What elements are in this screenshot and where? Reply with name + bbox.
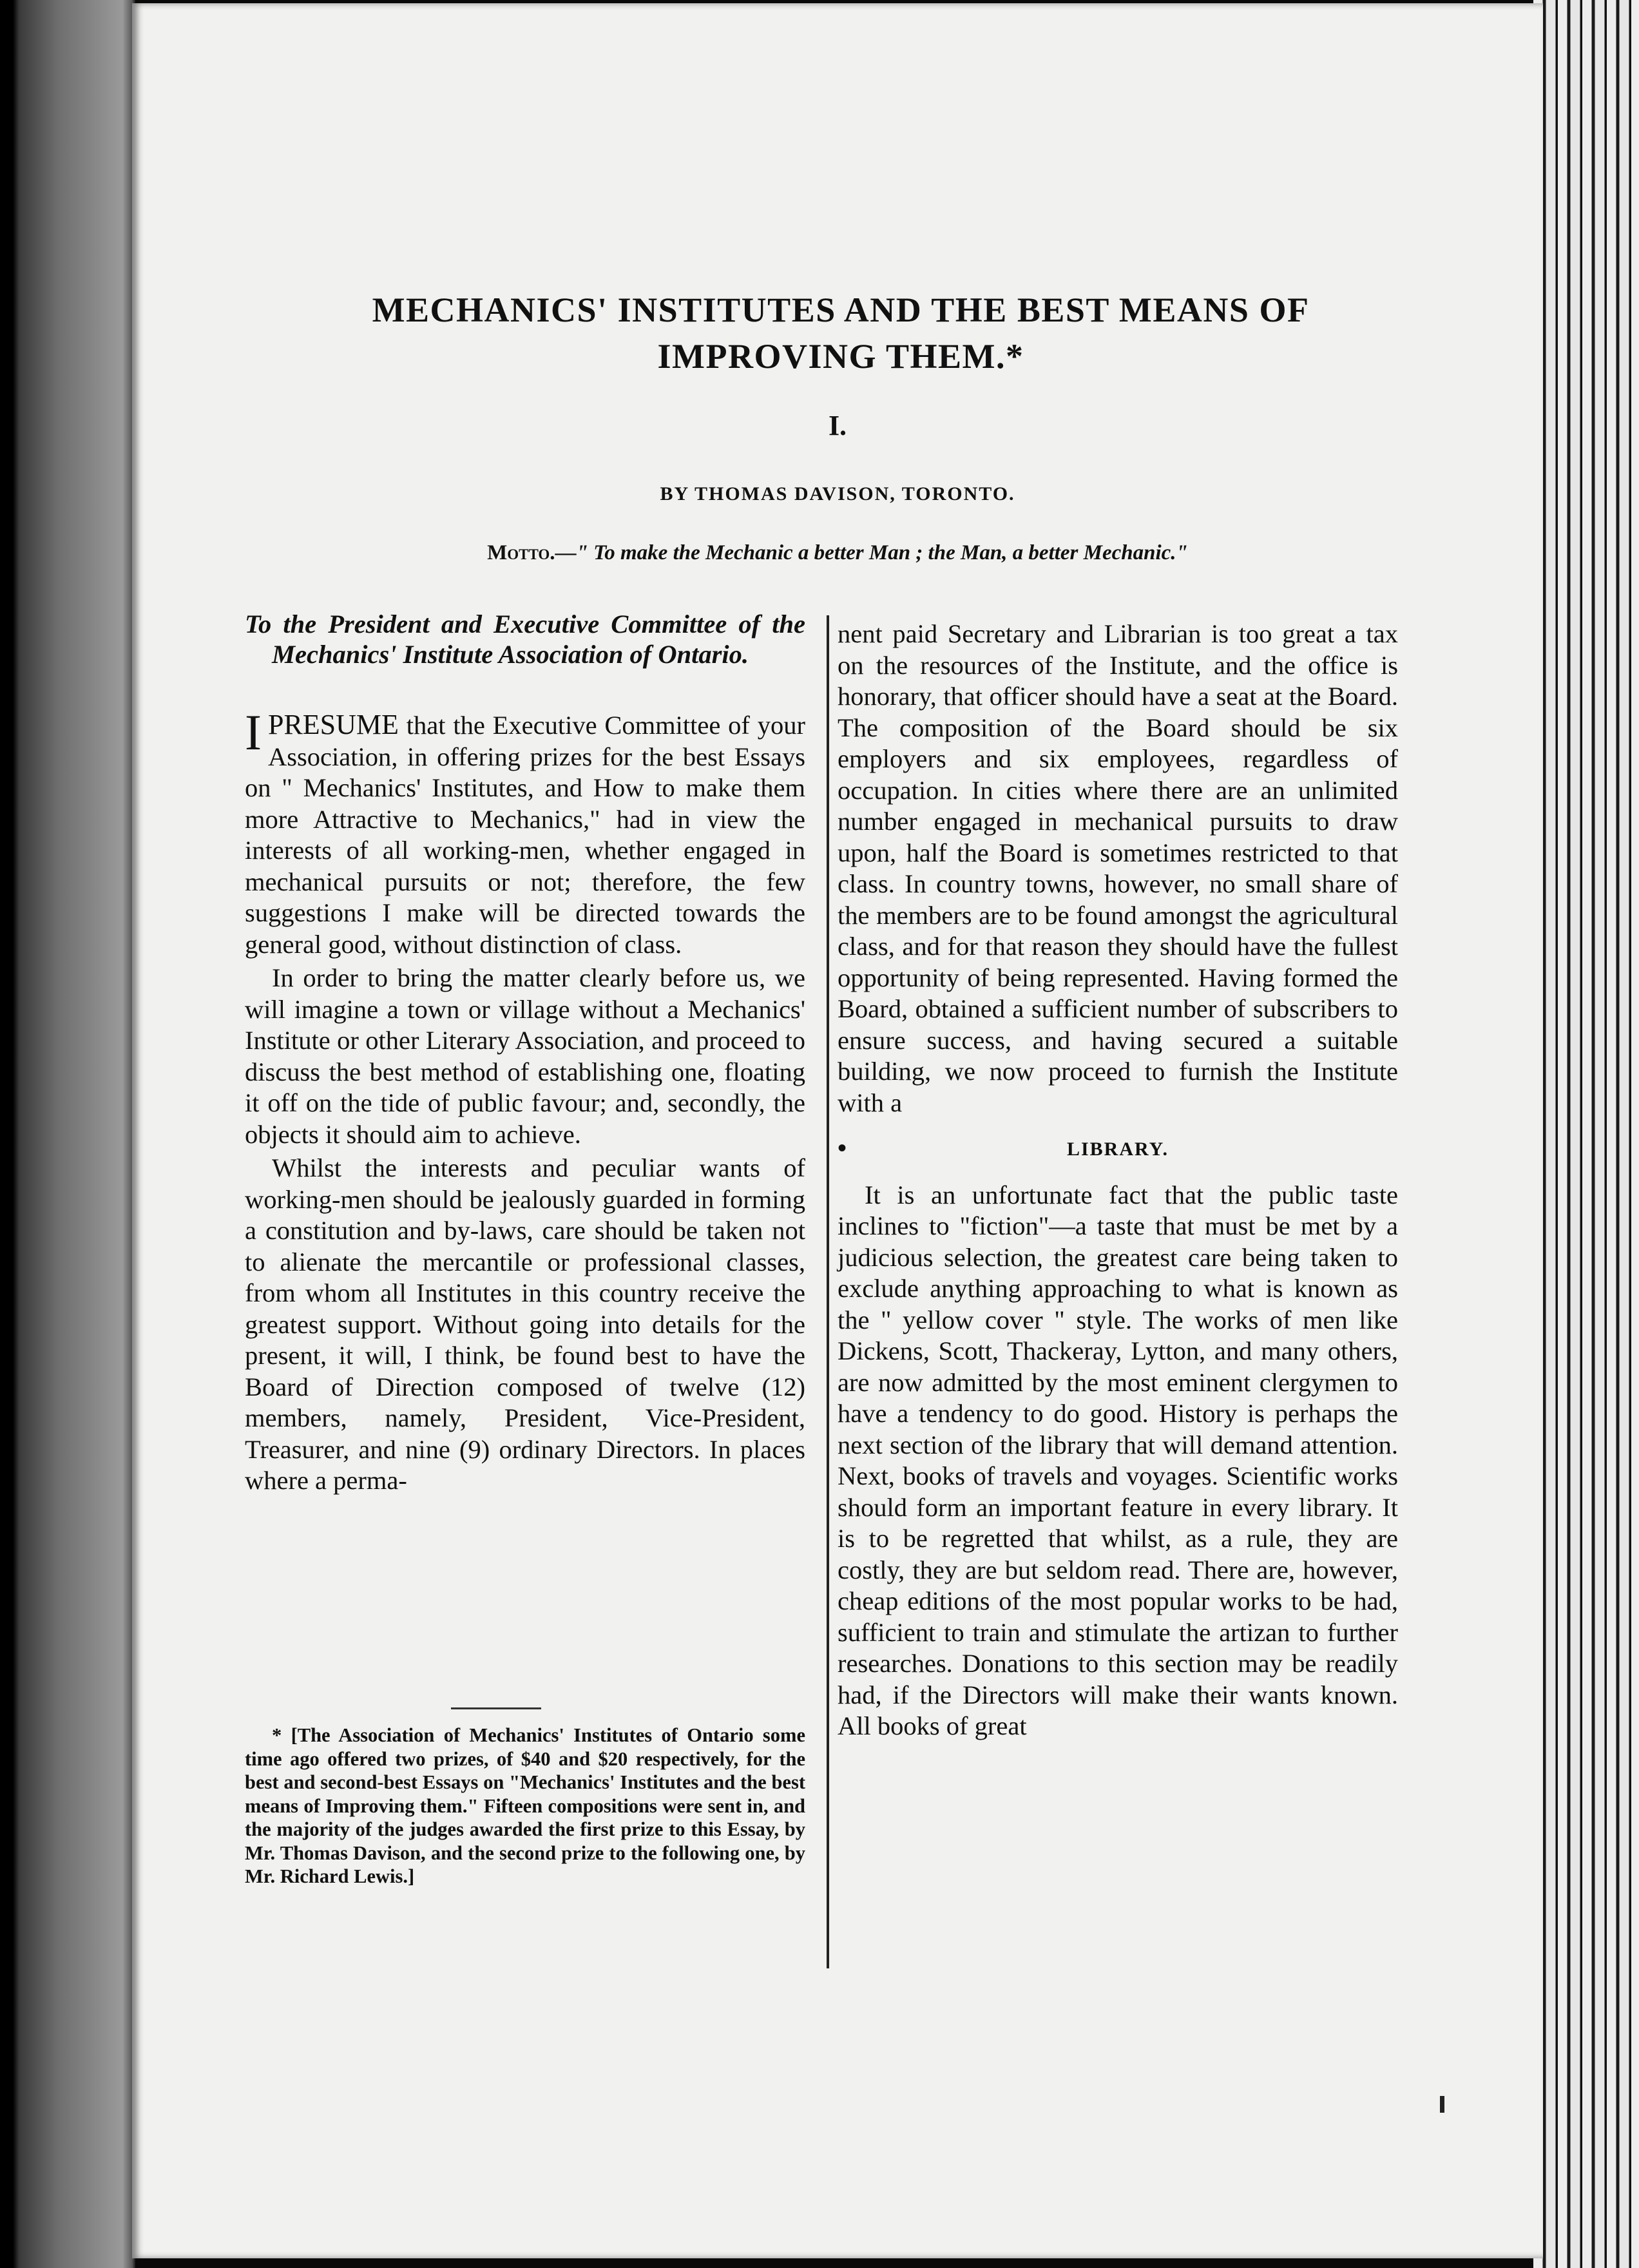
paragraph-library: It is an unfortunate fact that the public taste inclines to "fiction"—a taste that must be met by a judicious selection, the greatest care being taken to exclude anything approaching to what is known as the " yellow cover " style. The works of men like Dickens, Scott, Thackeray, Lytton, and many others, are now admitted by the most eminent clergymen to have a tendency to do good. History is perhaps the next section of the library that will demand attention. Next, books of travels and voyages. Scientific works should form an important feature in every library. It is to be regretted that whilst, as a rule, they are costly, they are but seldom read. There are, however, cheap editions of the most popular works to be had, sufficient to train and stimulate the artizan to further researches. Donations to this section may be readily had, if the Directors will make their wants known. All books of great [838,1180,1398,1740]
paragraph-1 [245,704,805,960]
paragraph-3: Whilst the interests and peculiar wants of working-men should be jealously guarded in forming a constitution and by-laws, care should be taken not to alienate the mercantile or professional classes, from whom all Institutes in this country receive the greatest support. Without going into details for the present, it will, I think, be found best to have the Board of Direction composed of twelve (12) members, namely, President, Vice-President, Treasurer, and nine (9) ordinary Directors. In places where a perma- [245,1153,805,1495]
opening-word: PRESUME [267,709,399,740]
motto-text: " To make the Mechanic a better Man ; the Man, a better Mechanic." [576,541,1188,564]
left-column [245,609,805,1499]
paragraph-continued: nent paid Secretary and Librarian is too great a tax on the resources of the Institute, and the office is honorary, that officer should have a seat at the Board. The composition of the Board should be six employers and six employees, regardless of occupation. In cities where there are an unlimited number engaged in mechanical pursuits to draw upon, half the Board is sometimes restricted to that class. In country towns, however, no small share of the members are to be found amongst the agricultural class, and for that reason they should have the fullest opportunity of being represented. Having formed the Board, obtained a sufficient number of subscribers to ensure success, and having secured a suitable building, we now proceed to furnish the Institute with a [838,619,1398,1117]
footnote-rule [451,1707,541,1709]
footnote-text: * [The Association of Mechanics' Institutes of Ontario some time ago offered two prizes, of $40 and $20 respectively, for the best and second-best Essays on "Mechanics' Institutes and the best means of Improving them." Fifteen compositions were sent in, and the majority of the judges awarded the first prize to this Essay, by Mr. Thomas Davison, and the second prize to the following one, by Mr. Richard Lewis.] [245,1724,805,1887]
scan-page-edges [1533,0,1639,2268]
article-title: MECHANICS' INSTITUTES AND THE BEST MEANS OF IMPROVING THEM.* [372,291,1310,376]
author-byline: BY THOMAS DAVISON, TORONTO. [660,483,1015,505]
section-heading [838,1134,1398,1166]
paragraph-1-text: that the Executive Committee of your Association, in offering prizes for the best Essays on " Mechanics' Institutes, and How to make them more Attractive to Mechanics," had in view the interests of all working-men, whether engaged in mechanical pursuits or not; therefore, the few suggestions I make will be directed towards the general good, without distinction of class. [245,711,805,959]
bullet-mark: • [838,1133,848,1162]
page-mark [1440,2096,1444,2113]
motto [132,541,1543,565]
motto-label: Motto.— [487,541,577,564]
column-divider [827,615,829,1968]
part-numeral: I. [828,410,847,441]
scan-left-margin [0,0,135,2268]
document-page [132,3,1543,2258]
drop-cap: I [245,704,262,760]
right-column [838,619,1398,1745]
footnote [245,1724,805,1888]
address-line: To the President and Executive Committee of the Mechanics' Institute Association of Ontario. [245,610,805,669]
section-heading-text: LIBRARY. [1066,1139,1169,1160]
paragraph-2: In order to bring the matter clearly before us, we will imagine a town or village without a Mechanics' Institute or other Literary Association, and proceed to discuss the best method of establishing one, floating it off on the tide of public favour; and, secondly, the objects it should aim to achieve. [245,963,805,1149]
